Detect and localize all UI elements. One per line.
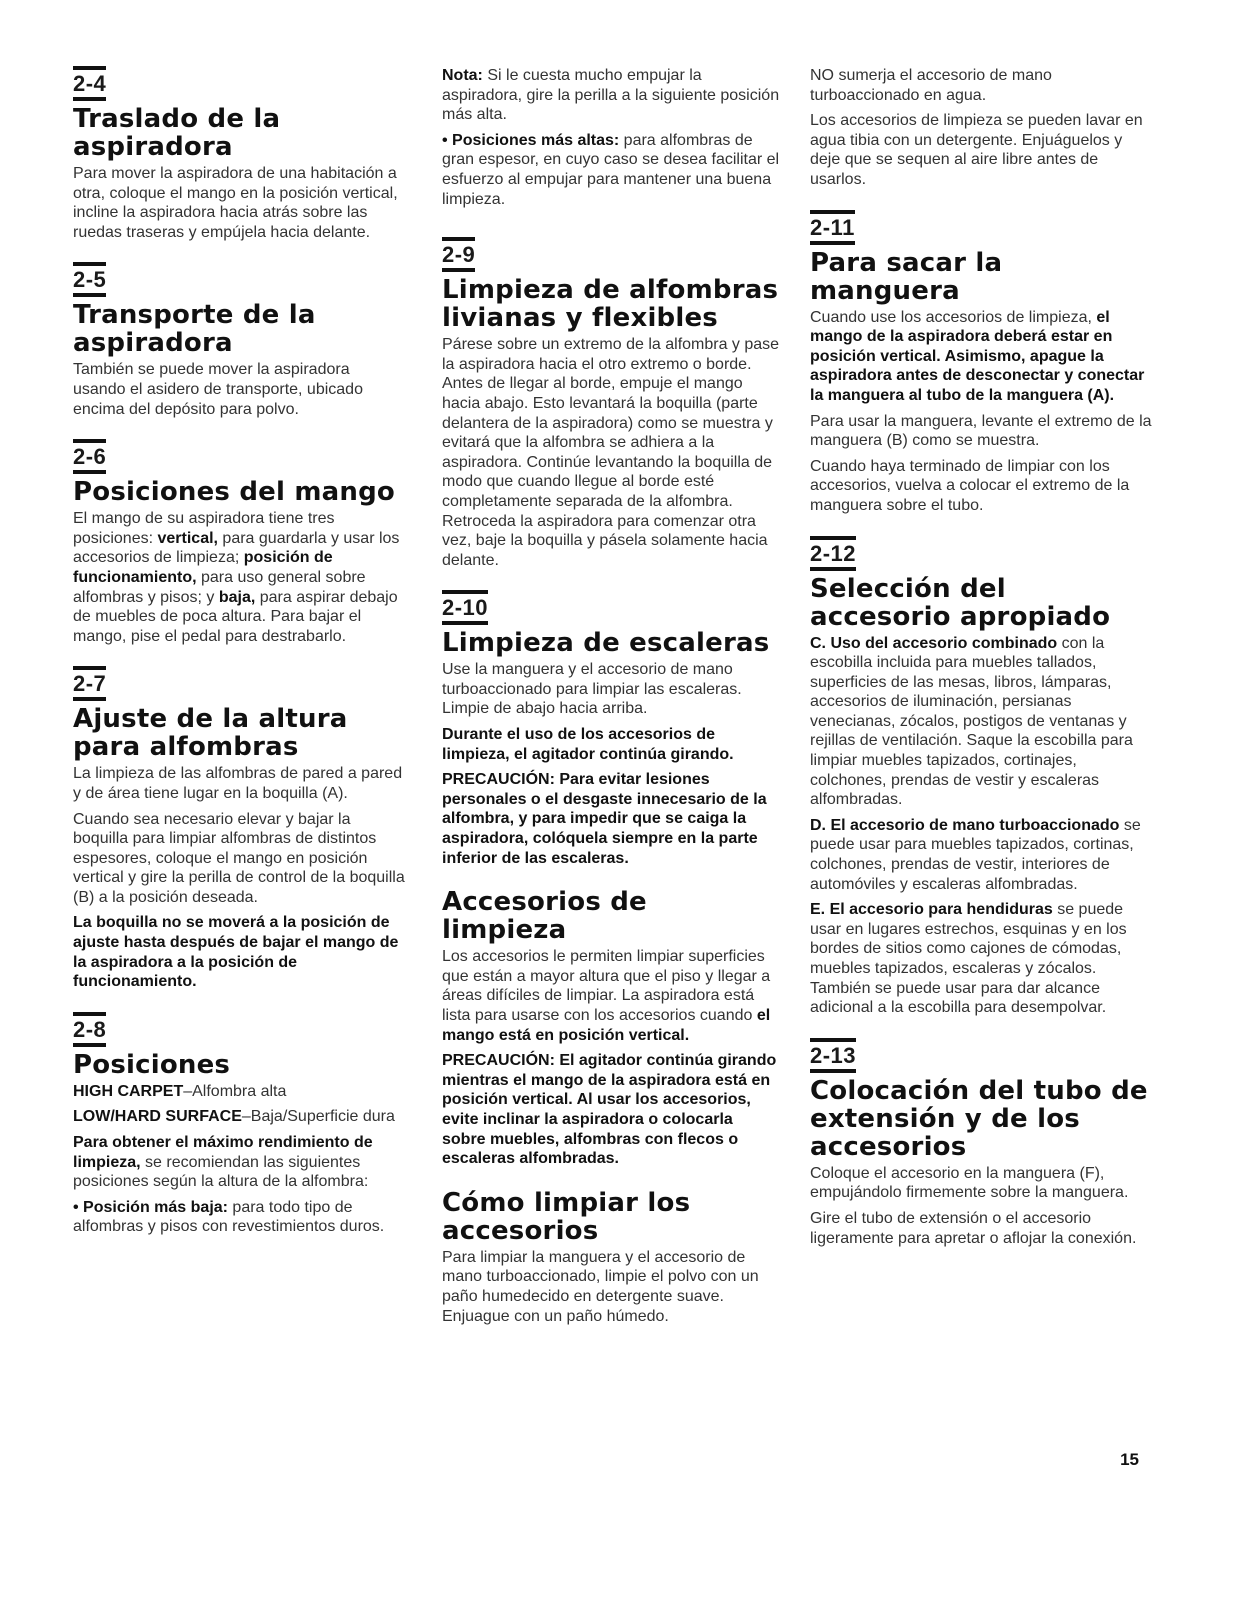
section-title: Accesorios de limpieza xyxy=(442,887,647,946)
section-2-5 xyxy=(73,262,405,419)
section-2-9 xyxy=(442,237,780,570)
paragraph: HIGH CARPET–Alfombra alta xyxy=(73,1082,287,1100)
section-number: 2-12 xyxy=(810,536,856,571)
paragraph: Nota: Si le cuesta mucho empujar la aspiradora, gire la perilla a la siguiente posición más alta. xyxy=(442,67,780,124)
section-2-4 xyxy=(73,66,405,242)
paragraph: Para obtener el máximo rendimiento de limpieza, se recomiendan las siguientes posiciones según la altura de la alfombra: xyxy=(73,1134,373,1191)
section-title: Cómo limpiar los accesorios xyxy=(442,1187,691,1246)
paragraph: Cuando use los accesorios de limpieza, el mango de la aspiradora deberá estar en posición vertical. Asimismo, apague la aspiradora antes de desconectar y conectar la manguera al tubo de la manguera (A). xyxy=(810,308,1145,404)
column-right xyxy=(810,66,1155,1254)
section-title: Selección del accesorio apropiado xyxy=(810,573,1111,632)
page-number: 15 xyxy=(1120,1450,1139,1469)
paragraph: Para mover la aspiradora de una habitación a otra, coloque el mango en la posición vertical, incline la aspiradora hacia atrás sobre las ruedas traseras y empújela hacia delante. xyxy=(73,165,398,241)
paragraph: Coloque el accesorio en la manguera (F), empujándolo firmemente sobre la manguera. xyxy=(810,1164,1129,1202)
section-title: Posiciones del mango xyxy=(73,477,395,508)
section-title: Limpieza de alfombras livianas y flexibles xyxy=(442,275,779,334)
paragraph: NO sumerja el accesorio de mano turboaccionado en agua. xyxy=(810,67,1052,104)
section-title: Limpieza de escaleras xyxy=(442,628,770,659)
caution-paragraph: PRECAUCIÓN: Para evitar lesiones personales o el desgaste innecesario de la alfombra, y para impedir que se caiga la aspiradora, colóquela siempre en la parte inferior de las escaleras. xyxy=(442,771,767,867)
section-2-11 xyxy=(810,210,1155,516)
paragraph: LOW/HARD SURFACE–Baja/Superficie dura xyxy=(73,1108,395,1126)
section-number: 2-9 xyxy=(442,237,475,272)
section-2-7 xyxy=(73,666,405,992)
column-left xyxy=(73,66,405,1243)
section-title: Para sacar la manguera xyxy=(810,247,1003,306)
paragraph: Cuando haya terminado de limpiar con los accesorios, vuelva a colocar el extremo de la manguera sobre el tubo. xyxy=(810,457,1130,514)
section-number: 2-4 xyxy=(73,66,106,101)
section-number: 2-13 xyxy=(810,1038,856,1073)
section-2-13 xyxy=(810,1038,1155,1248)
section-como-limpiar xyxy=(442,1189,780,1326)
section-number: 2-7 xyxy=(73,666,106,701)
section-2-12 xyxy=(810,536,1155,1018)
paragraph: • Posición más baja: para todo tipo de alfombras y pisos con revestimientos duros. xyxy=(73,1198,385,1236)
section-number: 2-10 xyxy=(442,590,488,625)
paragraph: • Posiciones más altas: para alfombras de gran espesor, en cuyo caso se desea facilitar el esfuerzo al empujar para mantener una buena limpieza. xyxy=(442,131,780,208)
paragraph: Párese sobre un extremo de la alfombra y pase la aspiradora hacia el otro extremo o borde. Antes de llegar al borde, empuje el mango hacia abajo. Esto levantará la boquilla (parte delantera de la aspiradora) como se muestra y evitará que la alfombra se adhiera a la aspiradora. Continúe levantando la boquilla de modo que cuando llegue al borde esté completamente separada de la alfombra. Retroceda la aspiradora para comenzar otra vez, baje la boquilla y pásela solamente hacia delante. xyxy=(442,336,780,569)
paragraph: Para usar la manguera, levante el extremo de la manguera (B) como se muestra. xyxy=(810,412,1152,450)
warning-paragraph: Durante el uso de los accesorios de limpieza, el agitador continúa girando. xyxy=(442,726,734,763)
section-number: 2-8 xyxy=(73,1012,106,1047)
caution-paragraph: PRECAUCIÓN: El agitador continúa girando mientras el mango de la aspiradora está en posición vertical. Al usar los accesorios, evite inclinar la aspiradora o colocarla sobre muebles, alfombras con flecos o escaleras alfombradas. xyxy=(442,1052,777,1168)
section-2-8 xyxy=(73,1012,405,1237)
section-accesorios xyxy=(442,888,780,1169)
section-2-6 xyxy=(73,439,405,646)
paragraph: La limpieza de las alfombras de pared a pared y de área tiene lugar en la boquilla (A). xyxy=(73,765,403,802)
section-title: Colocación del tubo de extensión y de los accesorios xyxy=(810,1075,1148,1162)
section-number: 2-11 xyxy=(810,210,855,245)
paragraph: Use la manguera y el accesorio de mano turboaccionado para limpiar las escaleras. Limpie de abajo hacia arriba. xyxy=(442,661,742,718)
paragraph: E. El accesorio para hendiduras se puede usar en lugares estrechos, esquinas y en los bordes de sitios como cajones de cómodas, muebles tapizados, escaleras y zócalos. También se puede usar para dar alcance adicional a la escobilla para desempolvar. xyxy=(810,901,1127,1017)
paragraph: Los accesorios de limpieza se pueden lavar en agua tibia con un detergente. Enjuáguelos y deje que se sequen al aire libre antes de usarlos. xyxy=(810,112,1143,188)
section-number: 2-5 xyxy=(73,262,106,297)
warning-paragraph: La boquilla no se moverá a la posición de ajuste hasta después de bajar el mango de la aspiradora a la posición de funcionamiento. xyxy=(73,914,399,991)
paragraph: Para limpiar la manguera y el accesorio de mano turboaccionado, limpie el polvo con un paño humedecido en detergente suave. Enjuague con un paño húmedo. xyxy=(442,1248,759,1325)
section-title: Transporte de la aspiradora xyxy=(73,300,316,359)
column-middle xyxy=(442,66,780,1332)
paragraph: También se puede mover la aspiradora usando el asidero de transporte, ubicado encima del depósito para polvo. xyxy=(73,361,363,418)
paragraph: Los accesorios le permiten limpiar superficies que están a mayor altura que el piso y llegar a áreas difíciles de limpiar. La aspiradora está lista para usarse con los accesorios cuando el mango está en posición vertical. xyxy=(442,948,771,1044)
paragraph: Gire el tubo de extensión o el accesorio ligeramente para apretar o aflojar la conexión. xyxy=(810,1209,1137,1247)
section-2-10 xyxy=(442,590,780,868)
section-title: Traslado de la aspiradora xyxy=(73,104,281,162)
paragraph: D. El accesorio de mano turboaccionado se puede usar para muebles tapizados, cortinas, colchones, prendas de vestir, interiores de automóviles y escaleras alfombradas. xyxy=(810,816,1141,893)
section-number: 2-6 xyxy=(73,439,106,474)
paragraph: Cuando sea necesario elevar y bajar la boquilla para limpiar alfombras de distintos espesores, coloque el mango en posición vertical y gire la perilla de control de la boquilla (B) a la posición deseada. xyxy=(73,810,405,906)
paragraph: El mango de su aspiradora tiene tres posiciones: vertical, para guardarla y usar los accesorios de limpieza; posición de funcionamiento, para uso general sobre alfombras y pisos; y baja, para aspirar debajo de muebles de poca altura. Para bajar el mango, pise el pedal para destrabarlo. xyxy=(73,510,400,645)
section-title: Ajuste de la altura para alfombras xyxy=(73,704,348,763)
section-title: Posiciones xyxy=(73,1049,231,1080)
paragraph: C. Uso del accesorio combinado con la escobilla incluida para muebles tallados, superficies de las mesas, libros, lámparas, accesorios de iluminación, persianas venecianas, zócalos, postigos de ventanas y rejillas de ventilación. Saque la escobilla para limpiar muebles tapizados, cortinajes, colchones, prendas de vestir y escaleras alfombradas. xyxy=(810,634,1133,809)
